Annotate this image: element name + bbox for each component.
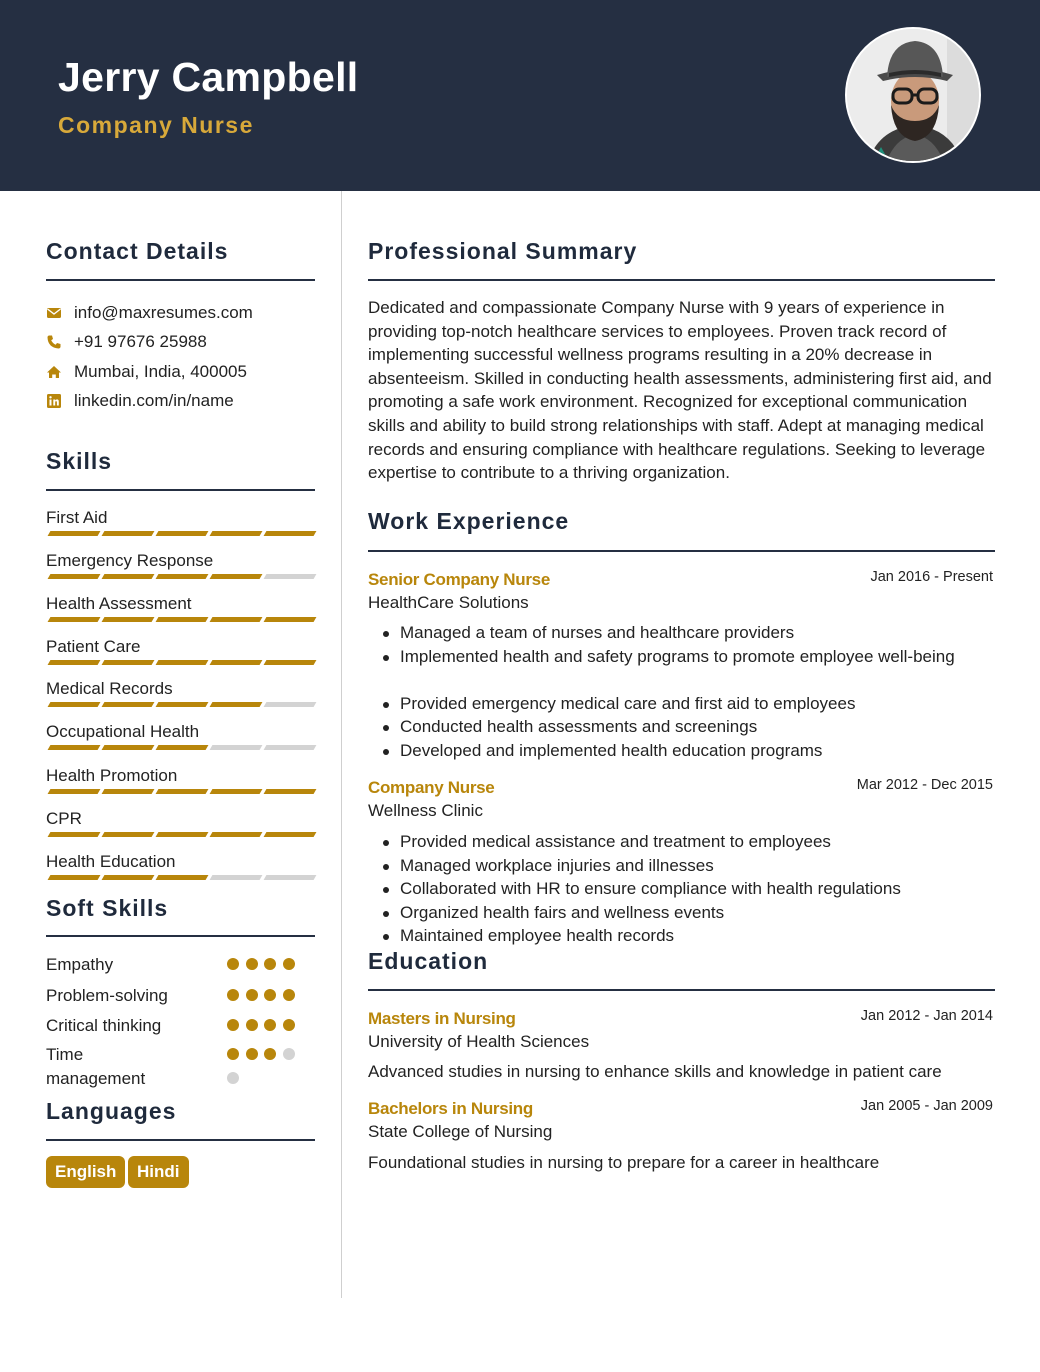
job-title: Senior Company Nurse bbox=[368, 570, 550, 589]
soft-skill-name: Time management bbox=[46, 1045, 146, 1088]
soft-skill-level-dot bbox=[264, 989, 276, 1001]
column-divider bbox=[341, 191, 342, 1298]
job-company: Wellness Clinic bbox=[368, 801, 483, 820]
skill-level-segment bbox=[48, 745, 101, 750]
skill-level-segment bbox=[264, 531, 317, 536]
skill-level-bar bbox=[46, 531, 314, 536]
job-title: Company Nurse bbox=[368, 778, 495, 797]
soft-skill-level-dot bbox=[283, 1019, 295, 1031]
soft-skill-level-dot bbox=[246, 958, 258, 970]
degree-school: State College of Nursing bbox=[368, 1122, 553, 1141]
soft-skill-item bbox=[46, 1043, 314, 1091]
phone-icon bbox=[46, 334, 62, 350]
skill-level-segment bbox=[210, 531, 263, 536]
skill-level-segment bbox=[156, 875, 209, 880]
soft-skill-level-dot bbox=[246, 1048, 258, 1060]
skill-level-segment bbox=[264, 702, 317, 707]
skill-level-segment bbox=[210, 789, 263, 794]
home-icon bbox=[46, 364, 62, 380]
soft-skill-name: Problem-solving bbox=[46, 986, 168, 1005]
soft-skill-level-dot bbox=[283, 958, 295, 970]
job-bullet: Managed a team of nurses and healthcare providers bbox=[368, 621, 996, 645]
email-icon bbox=[46, 305, 62, 321]
skill-name: Emergency Response bbox=[46, 551, 214, 570]
skill-level-segment bbox=[48, 531, 101, 536]
skill-level-segment bbox=[264, 875, 317, 880]
skill-level-bar bbox=[46, 832, 314, 837]
soft-skill-level-dot bbox=[227, 958, 239, 970]
skill-level-segment bbox=[264, 745, 317, 750]
soft-skill-level-dot bbox=[264, 958, 276, 970]
skill-name: Occupational Health bbox=[46, 722, 200, 741]
soft-skills-section-rule bbox=[46, 935, 315, 937]
skill-level-segment bbox=[48, 832, 101, 837]
degree-title: Bachelors in Nursing bbox=[368, 1099, 533, 1118]
skill-level-segment bbox=[102, 745, 155, 750]
candidate-job-title: Company Nurse bbox=[58, 112, 254, 138]
skill-level-segment bbox=[102, 875, 155, 880]
soft-skill-level-dot bbox=[264, 1048, 276, 1060]
skill-level-segment bbox=[102, 789, 155, 794]
contact-linkedin-text: linkedin.com/in/name bbox=[74, 391, 234, 410]
skill-level-segment bbox=[210, 574, 263, 579]
job-bullet: Collaborated with HR to ensure compliance with health regulations bbox=[368, 877, 996, 901]
job-bullet-spacer bbox=[368, 668, 996, 692]
education-section-title: Education bbox=[368, 948, 489, 974]
skill-level-segment bbox=[156, 617, 209, 622]
language-badge-english: English bbox=[46, 1156, 125, 1188]
language-badge-hindi: Hindi bbox=[128, 1156, 189, 1188]
skill-level-segment bbox=[210, 660, 263, 665]
soft-skill-level-dot bbox=[283, 989, 295, 1001]
skill-level-segment bbox=[102, 574, 155, 579]
skills-section-title: Skills bbox=[46, 448, 113, 474]
skill-level-segment bbox=[210, 702, 263, 707]
soft-skill-name: Empathy bbox=[46, 955, 114, 974]
skill-level-segment bbox=[210, 832, 263, 837]
soft-skill-item bbox=[46, 1014, 314, 1040]
contact-phone bbox=[46, 331, 207, 353]
soft-skill-item bbox=[46, 984, 314, 1010]
skill-item bbox=[46, 852, 314, 872]
skill-level-segment bbox=[264, 574, 317, 579]
soft-skills-section-title: Soft Skills bbox=[46, 895, 169, 921]
skill-level-segment bbox=[264, 617, 317, 622]
skill-name: Health Promotion bbox=[46, 766, 178, 785]
skill-level-segment bbox=[156, 574, 209, 579]
skill-name: Health Assessment bbox=[46, 594, 192, 613]
contact-section-title: Contact Details bbox=[46, 238, 229, 264]
skill-level-segment bbox=[264, 789, 317, 794]
linkedin-icon bbox=[46, 393, 62, 409]
degree-school: University of Health Sciences bbox=[368, 1032, 590, 1051]
skill-name: First Aid bbox=[46, 508, 108, 527]
skill-name: Patient Care bbox=[46, 637, 141, 656]
contact-email-text: info@maxresumes.com bbox=[74, 303, 253, 322]
skill-level-segment bbox=[102, 702, 155, 707]
skill-level-segment bbox=[156, 789, 209, 794]
skill-level-bar bbox=[46, 789, 314, 794]
skill-level-segment bbox=[48, 702, 101, 707]
job-bullet: Conducted health assessments and screenings bbox=[368, 715, 996, 739]
skill-level-segment bbox=[264, 660, 317, 665]
resume-header bbox=[0, 0, 1040, 191]
skill-level-segment bbox=[102, 832, 155, 837]
skill-level-segment bbox=[48, 660, 101, 665]
skill-item bbox=[46, 722, 314, 742]
skill-name: Medical Records bbox=[46, 679, 173, 698]
summary-section-title: Professional Summary bbox=[368, 238, 638, 264]
skill-level-segment bbox=[102, 531, 155, 536]
job-bullet: Implemented health and safety programs to promote employee well-being bbox=[368, 645, 996, 669]
job-bullet: Provided emergency medical care and first aid to employees bbox=[368, 692, 996, 716]
contact-address-text: Mumbai, India, 400005 bbox=[74, 362, 247, 381]
skill-level-segment bbox=[156, 702, 209, 707]
soft-skill-item bbox=[46, 953, 314, 979]
soft-skill-level-dot bbox=[227, 1019, 239, 1031]
contact-linkedin bbox=[46, 390, 234, 412]
profile-photo-illustration bbox=[847, 29, 981, 163]
skill-item bbox=[46, 809, 314, 829]
skill-level-segment bbox=[156, 832, 209, 837]
degree-dates: Jan 2005 - Jan 2009 bbox=[860, 1098, 993, 1114]
skill-level-segment bbox=[210, 617, 263, 622]
job-bullet: Developed and implemented health education programs bbox=[368, 739, 996, 763]
soft-skill-level-dot bbox=[264, 1019, 276, 1031]
job-bullet: Managed workplace injuries and illnesses bbox=[368, 854, 996, 878]
skill-level-bar bbox=[46, 745, 314, 750]
job-bullets bbox=[368, 830, 996, 948]
skill-level-segment bbox=[102, 617, 155, 622]
contact-phone-text: +91 97676 25988 bbox=[74, 332, 207, 351]
candidate-name: Jerry Campbell bbox=[58, 54, 359, 100]
skill-level-bar bbox=[46, 875, 314, 880]
degree-description: Advanced studies in nursing to enhance skills and knowledge in patient care bbox=[368, 1062, 942, 1081]
soft-skill-level-dot bbox=[246, 1019, 258, 1031]
soft-skill-level-dot bbox=[283, 1048, 295, 1060]
soft-skill-level-dot bbox=[227, 989, 239, 1001]
skill-level-segment bbox=[102, 660, 155, 665]
contact-email bbox=[46, 302, 253, 324]
skill-level-segment bbox=[48, 875, 101, 880]
skill-item bbox=[46, 508, 314, 528]
job-bullet: Organized health fairs and wellness events bbox=[368, 901, 996, 925]
skill-item bbox=[46, 766, 314, 786]
contact-address bbox=[46, 361, 247, 383]
skill-level-segment bbox=[210, 875, 263, 880]
languages-section-title: Languages bbox=[46, 1098, 177, 1124]
skills-section-rule bbox=[46, 489, 315, 491]
soft-skill-level-dot bbox=[246, 989, 258, 1001]
skill-level-bar bbox=[46, 660, 314, 665]
summary-text: Dedicated and compassionate Company Nurse with 9 years of experience in providing top-notch healthcare services to employees. Proven track record of implementing successful wellness programs resulting in a 20% decrease in absenteeism. Skilled in conducting health assessments, administering first aid, and promoting a safe work environment. Recognized for exceptional communication skills and ability to build strong relationships with staff. Adept at managing medical records and ensuring compliance with healthcare regulations. Seeking to leverage expertise to contribute to a thriving organization. bbox=[368, 298, 992, 483]
degree-dates: Jan 2012 - Jan 2014 bbox=[860, 1008, 993, 1024]
job-company: HealthCare Solutions bbox=[368, 593, 529, 612]
skill-level-segment bbox=[156, 660, 209, 665]
job-bullet: Provided medical assistance and treatment to employees bbox=[368, 830, 996, 854]
skill-level-segment bbox=[210, 745, 263, 750]
soft-skill-name: Critical thinking bbox=[46, 1016, 162, 1035]
skill-level-segment bbox=[48, 617, 101, 622]
education-section-rule bbox=[368, 989, 995, 991]
skill-item bbox=[46, 637, 314, 657]
experience-section-title: Work Experience bbox=[368, 508, 570, 534]
job-bullet: Maintained employee health records bbox=[368, 924, 996, 948]
skill-level-bar bbox=[46, 574, 314, 579]
experience-section-rule bbox=[368, 550, 995, 552]
skill-name: Health Education bbox=[46, 852, 176, 871]
skill-level-segment bbox=[156, 531, 209, 536]
skill-level-bar bbox=[46, 702, 314, 707]
skill-item bbox=[46, 679, 314, 699]
soft-skill-level-dot bbox=[227, 1072, 239, 1084]
skill-item bbox=[46, 594, 314, 614]
degree-description: Foundational studies in nursing to prepare for a career in healthcare bbox=[368, 1153, 880, 1172]
skill-name: CPR bbox=[46, 809, 82, 828]
soft-skill-level-dot bbox=[227, 1048, 239, 1060]
skill-level-segment bbox=[48, 789, 101, 794]
degree-title: Masters in Nursing bbox=[368, 1009, 516, 1028]
skill-item bbox=[46, 551, 314, 571]
skill-level-segment bbox=[264, 832, 317, 837]
profile-photo bbox=[845, 27, 981, 163]
job-dates: Mar 2012 - Dec 2015 bbox=[856, 777, 993, 793]
skill-level-segment bbox=[156, 745, 209, 750]
skill-level-segment bbox=[48, 574, 101, 579]
languages-section-rule bbox=[46, 1139, 315, 1141]
job-bullets bbox=[368, 621, 996, 763]
summary-section-rule bbox=[368, 279, 995, 281]
job-dates: Jan 2016 - Present bbox=[870, 569, 993, 585]
skill-level-bar bbox=[46, 617, 314, 622]
contact-section-rule bbox=[46, 279, 315, 281]
